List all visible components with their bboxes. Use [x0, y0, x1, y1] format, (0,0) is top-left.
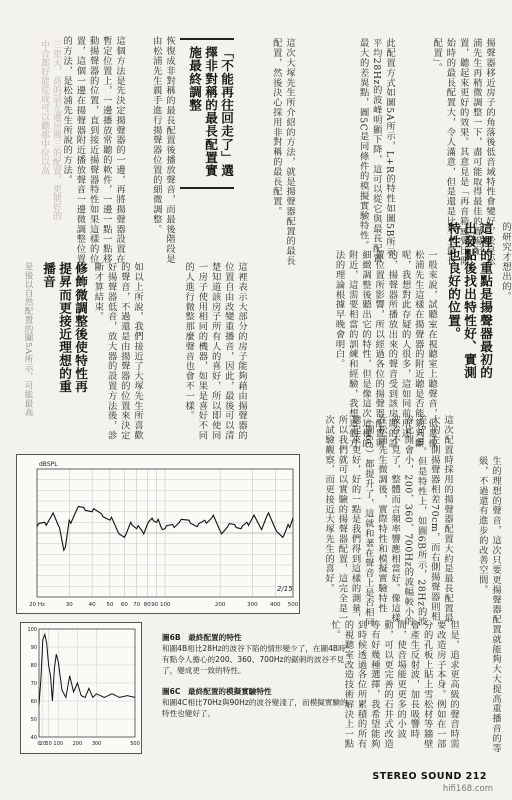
figure-6c-title: 圖6C 最終配置的模擬實驗特性 — [162, 687, 272, 696]
article-column-7: 這裡表示大部分的房子能夠藉由揚聲器的位置自由改變重播音，因此，最後可以清楚知道該房子所有人的喜好，所以即使同一房子使用相同的機器，如果是喜好不同的人進行微整那麼聲音也會不一樣。 — [183, 262, 247, 441]
section-heading-1: 這裡的重點是揚聲器最初的出發點後找出特性好、實測特性也良好的位置。 — [446, 222, 493, 380]
x-tick-label-10: 400 — [270, 602, 281, 608]
x-tick-label-1: 30 — [65, 602, 73, 608]
x-tick-label-2: 40 — [88, 602, 96, 608]
y-tick-label-1: 90 — [30, 645, 37, 651]
x-tick-label-8: 200 — [214, 602, 226, 608]
article-column-6: 如以上所說，我們接近了大塚先生所喜歡的聲音，不過還是由揚聲器的位置來決定好揚聲器低音，放大器的設置方法後，診斷才算結束。 — [92, 262, 143, 441]
figure-6c-body: 和圖4C相比70Hz與90Hz的波谷變淺了，而模擬實驗的特性也變好了。 — [162, 698, 348, 718]
article-column-3: 這次大塚先生所介紹的方法，就是揚聲器配置的最長配置，然後決心採用非對稱的最長配置。 — [270, 38, 295, 266]
article-column-5: 這個方法是先決定揚聲器的一邊，再將揚聲器設置在暫定位置上，一邊播放常聽的軟件，一邊一點一點移動揚聲器的位置，直到接近揚聲器特性如果這樣的位置，這個一邊在揚聲器附近播放聲音一邊微調整位置的方法，是松浦先生所說的方法。 — [61, 36, 125, 264]
article-column-2: 此配置方式如圖5A所示，L+R的特性如圖5B所示，平均28Hz的波峰明顯下降，這可以從它與最長配置最大的差異點，圖5C是同條件的模擬實驗特性。 — [357, 38, 395, 267]
y-tick-label-2: 80 — [30, 663, 37, 669]
figure-6b-caption — [162, 632, 352, 676]
x-tick-label-2: 50 — [45, 741, 52, 747]
article-column-1: 揚聲器移近房子的角落後低音域特性會變好，於是松浦先生再稍微調整一下，盡可能取得最佳的聲場配置，聽起來更好的效果。其意見是「再音箱感覺比開始時的最長配置大，令人滿意，但是還是比不上最長配置」。 — [431, 38, 495, 266]
y-tick-label-6: 40 — [30, 735, 37, 741]
simulation-chart-6c — [20, 622, 142, 754]
x-tick-label-3: 50 — [106, 602, 114, 608]
x-tick-label-7: 90 100 — [151, 602, 171, 608]
x-tick-label-9: 300 — [247, 602, 258, 608]
figure-5-note: 是後以自然配置的圖5A所示，可能最高 — [23, 262, 33, 417]
frequency-response-chart-6b — [16, 454, 300, 614]
bleed-through-text: 三更大，高的話左邊房間三的配置，更能好的中合都好能從成可以聽那中位以高 — [39, 40, 61, 220]
x-tick-label-0: 0 — [37, 741, 41, 747]
x-tick-label-11: 500 — [287, 602, 299, 608]
page-number: 212 — [465, 771, 487, 782]
y-tick-label-4: 60 — [30, 699, 37, 705]
article-column-12: 但是，追求更高級的聲音時需要改造房子本身。例如在一部分的孔板上貼上雪松材等牆壁會產生反射波，加長吸響時間，使音場能更更多的小波動，可以更完善的石井式改造等有好幾種選擇，我希望能夠到時候透過各位所累積的所有的視聽室改造技術解決上一點忙。 — [329, 620, 459, 749]
x-tick-label-5: 70 — [133, 602, 141, 608]
x-tick-label-5: 300 — [91, 741, 102, 747]
figure-6b-body: 和圖4B相比28Hz的波谷下陷的情形變少了，在圖4B時有點令人擔心的200、360、700Hz的鋸刺的波谷不見了，變成更一致的特性。 — [162, 644, 346, 675]
site-watermark: hifi168.com — [442, 784, 493, 794]
article-column-11: 生的理想的聲音，這次只要更揚聲器配置就能夠大大提高重播音的等級，不過還有進步的改善空間。 — [476, 456, 501, 753]
article-column-4: 恢復成非對稱的最長配置後播放聲音，而最後階段是由松浦先生親手進行揚聲器位置的細微調整。 — [150, 36, 175, 264]
chart-6b-svg — [17, 455, 299, 613]
figure-6b-title: 圖6B 最終配置的特性 — [162, 633, 242, 642]
y-tick-label-0: 100 — [27, 627, 37, 633]
chart-6c-svg — [21, 623, 141, 753]
y-tick-label-3: 70 — [30, 681, 37, 687]
figure-6c-caption — [162, 686, 352, 719]
series-line-simulation — [39, 634, 135, 704]
article-column-8: 一般來說，試聽室在視聽室上聽聲音，但是像松浦先生這樣在揚聲器的附近聽是否能夠判斷呢，我想對此存疑的人很多，這如同前所述的，揚聲器所播放出來的聲音受到該房間的設置位置所影響，所以經過各位的揚聲器配置與細緻調整後聽出它的特性，但是像這次這樣的附近，這需要相當的訓練和經驗，我想這個方法的理論根據早晚會明白。 — [333, 250, 437, 448]
x-tick-label-4: 60 — [120, 602, 128, 608]
chart-stamp: 2/15 — [277, 585, 293, 593]
x-tick-label-3: 100 — [53, 741, 63, 747]
section-heading-2: 「不能再往回走了」選擇非對稱的最長配置實施最終調整 — [180, 38, 234, 189]
x-tick-label-6: 500 — [130, 741, 140, 747]
page-footer — [372, 771, 487, 782]
y-tick-label-5: 50 — [30, 717, 37, 723]
magazine-name: STEREO SOUND — [372, 771, 462, 782]
article-column-9: 的研究才想出的。 — [500, 222, 511, 302]
x-tick-label-1: 20 — [39, 741, 47, 747]
x-tick-label-0: 20 Hz — [29, 602, 45, 608]
x-tick-label-4: 200 — [72, 741, 83, 747]
y-axis-label: dBSPL — [39, 461, 58, 468]
article-column-10: 這次配置時採用的揚聲器配置大約是最長配置最大的左側揚聲器相差70cm，而右側揚聲器則相差5cm。但是特性上，如圖6B所示，28Hz的波谷比開會小，200、360、700Hz的波幅較小的波谷不見了，整體而言頻率響應相當好。像這樣在松浦先生微調後，實際特性和模擬實驗特性（圖6C）都提升了，這就和著在聲音上是否相同聽起來更好，好的一點是我們得到這樣的測量，所以我們就可以實驗的揚聲器配置，這完全是一次試驗觀察，而更接近大塚先生的喜好。 — [323, 415, 453, 628]
x-tick-label-6: 80 — [143, 602, 151, 608]
section-heading-3: 修飾微調整後使特性再提昇而更接近理想的重播音 — [41, 262, 88, 393]
